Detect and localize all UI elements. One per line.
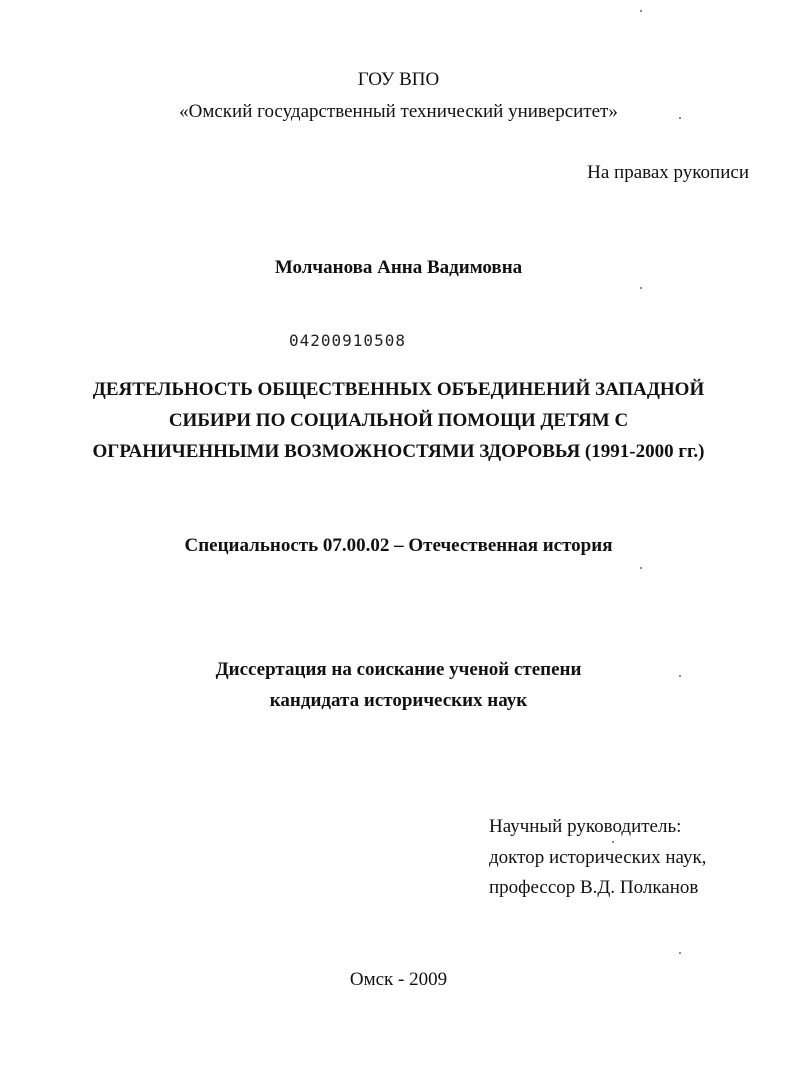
scan-speck	[679, 952, 681, 954]
scan-speck	[679, 117, 681, 119]
author-name: Молчанова Анна Вадимовна	[274, 257, 523, 278]
scan-speck	[612, 841, 614, 843]
supervisor-name: профессор В.Д. Полканов	[489, 877, 699, 898]
supervisor-label: Научный руководитель:	[489, 816, 682, 837]
registration-number: 04200910508	[289, 331, 406, 350]
supervisor-degree: доктор исторических наук,	[489, 847, 707, 868]
place-and-year: Омск - 2009	[349, 969, 448, 990]
scan-speck	[640, 287, 642, 289]
specialty: Специальность 07.00.02 – Отечественная история	[184, 535, 613, 556]
title-line-2: СИБИРИ ПО СОЦИАЛЬНОЙ ПОМОЩИ ДЕТЯМ С	[168, 410, 629, 431]
manuscript-note: На правах рукописи	[587, 162, 749, 183]
degree-line-2: кандидата исторических наук	[269, 690, 528, 711]
degree-line-1: Диссертация на соискание ученой степени	[215, 659, 582, 680]
title-line-3: ОГРАНИЧЕННЫМИ ВОЗМОЖНОСТЯМИ ЗДОРОВЬЯ (1991-2000 гг.)	[92, 441, 705, 462]
scan-speck	[640, 10, 642, 12]
organization-short: ГОУ ВПО	[357, 69, 440, 90]
organization-full: «Омский государственный технический университет»	[179, 101, 618, 122]
title-line-1: ДЕЯТЕЛЬНОСТЬ ОБЩЕСТВЕННЫХ ОБЪЕДИНЕНИЙ ЗАПАДНОЙ	[92, 379, 705, 400]
scan-speck	[640, 567, 642, 569]
scan-speck	[679, 675, 681, 677]
